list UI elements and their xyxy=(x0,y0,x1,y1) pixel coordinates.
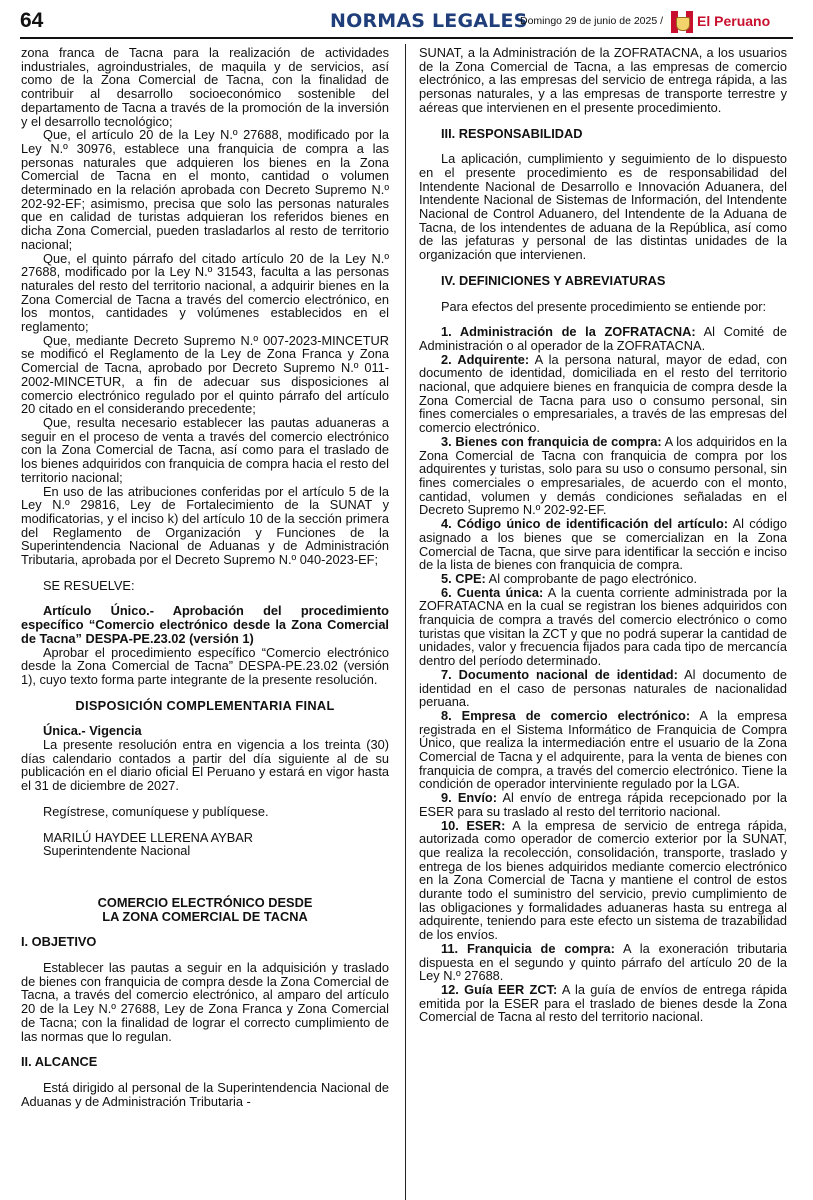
definition-item: 2. Adquirente: A la persona natural, mayor de edad, con documento de identidad, domiciliada en el resto del territorio nacional, que adquiere bienes en franquicia de compra desde la Zona Comercial de Tacna para uso o consumo personal, sin fines comerciales o empresariales, a través de las empresas del comercio electrónico. xyxy=(419,351,787,436)
brand-name: El Peruano xyxy=(697,13,771,29)
paragraph: Que, mediante Decreto Supremo N.º 007-2023-MINCETUR se modificó el Reglamento de la Ley de Zona Franca y Zona Comercial de Tacna, aprobado por Decreto Supremo N.º 011-2002-MINCETUR, a fin de adecuar sus disposiciones al comercio electrónico regulado por el quinto párrafo del artículo 20 citado en el considerando precedente; xyxy=(21,332,389,417)
paragraph: Que, el quinto párrafo del citado artículo 20 de la Ley N.º 27688, modificado por la Ley N.º 31543, faculta a las personas naturales del resto del territorio nacional, a adquirir bienes en la Zona Comercial de Tacna a través del comercio electrónico, en los montos, cantidades y volúmenes establecidos en el reglamento; xyxy=(21,250,389,335)
closing-formula: Regístrese, comuníquese y publíquese. xyxy=(43,803,269,819)
section-heading-responsabilidad: III. RESPONSABILIDAD xyxy=(441,125,583,141)
column-divider xyxy=(405,44,406,1200)
responsabilidad-body: La aplicación, cumplimiento y seguimiento de lo dispuesto en el presente procedimiento es de responsabilidad del Intendente Nacional de Desarrollo e Innovación Aduanera, del Intendente Nacional de Sistemas de Información, del Intendente Nacional de Control Aduanero, del Intendente de la Aduana de Tacna, de los intendentes de aduana de la República, así como de las jefaturas y personal de las distintas unidades de la organización que intervienen. xyxy=(419,151,787,263)
disposition-title: DISPOSICIÓN COMPLEMENTARIA FINAL xyxy=(75,697,335,713)
definition-item: 8. Empresa de comercio electrónico: A la empresa registrada en el Sistema Informático de Franquicia de Compra Único, que realiza la intermediación entre el usuario de la Zona Comercial de Tacna y el adquirente, para la venta de bienes con franquicia de compra, a través del comercio electrónico. Tiene la condición de operador interviniente regulado por la LGA. xyxy=(419,707,787,792)
document-title-line-2: LA ZONA COMERCIAL DE TACNA xyxy=(102,908,308,924)
brand-logo xyxy=(671,11,797,33)
page-number: 64 xyxy=(20,9,44,32)
definition-item: 9. Envío: Al envío de entrega rápida recepcionado por la ESER para su traslado al resto del territorio nacional. xyxy=(419,790,787,819)
definition-item: 5. CPE: Al comprobante de pago electrónico. xyxy=(441,570,698,586)
paragraph: Que, resulta necesario establecer las pautas aduaneras a seguir en el proceso de venta a través del comercio electrónico con la Zona Comercial de Tacna, así como para el traslado de los bienes adquiridos con franquicia de compra hacia el resto del territorio nacional; xyxy=(21,414,389,485)
article-body: Aprobar el procedimiento específico “Comercio electrónico desde la Zona Comercial de Tacna” DESPA-PE.23.02 (versión 1), cuyo texto forma parte integrante de la presente resolución. xyxy=(21,644,389,687)
left-column xyxy=(21,46,389,1108)
page-header xyxy=(0,0,813,44)
unica-title: Única.- Vigencia xyxy=(43,723,142,739)
definition-item: 1. Administración de la ZOFRATACNA: Al Comité de Administración o al operador de la ZOFRATACNA. xyxy=(419,324,788,353)
publication-title: NORMAS LEGALES xyxy=(330,10,528,32)
document-title-line-1: COMERCIO ELECTRÓNICO DESDE xyxy=(97,894,313,910)
definition-item: 10. ESER: A la empresa de servicio de entrega rápida, autorizada como operador de comercio exterior por la SUNAT, que realiza la recolección, consolidación, transporte, traslado y entrega de los bienes adquiridos mediante comercio electrónico en la Zona Comercial de Tacna y mantiene el control de estos durante todo el suministro del servicio, previo cumplimiento de las obligaciones y formalidades aduaneras hasta su entrega al adquirente, teniendo para este efecto un sistema de trazabilidad de los envíos. xyxy=(419,817,787,943)
paragraph: SUNAT, a la Administración de la ZOFRATACNA, a los usuarios de la Zona Comercial de Tacna, a las empresas de comercio electrónico, a las empresas del servicio de entrega rápida, a las personas naturales, y a las empresas de transporte terrestre y aéreas que intervienen en el presente procedimiento. xyxy=(419,45,787,115)
article-title: Artículo Único.- Aprobación del procedimiento específico “Comercio electrónico desde la Zona Comercial de Tacna” DESPA-PE.23.02 (versión 1) xyxy=(21,603,389,646)
definition-item: 7. Documento nacional de identidad: Al documento de identidad en el caso de personas naturales de nacionalidad peruana. xyxy=(419,666,787,710)
paragraph: zona franca de Tacna para la realización de actividades industriales, agroindustriales, de maquila y de servicios, así como de la Zona Comercial de Tacna, con la finalidad de contribuir al desarrollo socioeconómico sostenible del departamento de Tacna a través de la promoción de la inversión y el desarrollo tecnológico; xyxy=(21,45,389,129)
publication-date: Domingo 29 de junio de 2025 / xyxy=(520,15,664,27)
definition-item: 3. Bienes con franquicia de compra: A los adquiridos en la Zona Comercial de Tacna con franquicia de compra por los adquirentes y turistas, solo para su uso o consumo personal, sin fines comerciales o empresariales, de acuerdo con el monto, cantidad, volumen y demás condiciones señaladas en el Decreto Supremo N.º 202-92-EF. xyxy=(419,433,787,518)
section-heading-objetivo: I. OBJETIVO xyxy=(21,934,97,950)
header-rule xyxy=(20,37,793,39)
alcance-body: Está dirigido al personal de la Superintendencia Nacional de Aduanas y de Administración Tributaria - xyxy=(21,1080,389,1109)
signer-name: MARILÚ HAYDEE LLERENA AYBAR xyxy=(43,829,254,845)
definition-item: 12. Guía EER ZCT: A la guía de envíos de entrega rápida emitida por la ESER para el traslado de bienes desde la Zona Comercial de Tacna al resto del territorio nacional. xyxy=(419,982,787,1025)
paragraph: Que, el artículo 20 de la Ley N.º 27688, modificado por la Ley N.º 30976, establece una franquicia de compra a las personas naturales que adquieren los bienes en la Zona Comercial de Tacna en el monto, cantidad o volumen determinado en la relación aprobada con Decreto Supremo N.º 202-92-EF; asimismo, precisa que solo las personas naturales que en calidad de turistas adquieran los referidos bienes en dicha Zona Comercial, pueden trasladarlos al resto de territorio nacional; xyxy=(21,127,389,252)
right-column xyxy=(419,46,787,1024)
paragraph: En uso de las atribuciones conferidas por el artículo 5 de la Ley N.º 29816, Ley de Fortalecimiento de la SUNAT y modificatorias, y el inciso k) del artículo 10 de la sección primera del Reglamento de Organización y Funciones de la Superintendencia Nacional de Aduanas y de Administración Tributaria, aprobada por el Decreto Supremo N.º 040-2023-EF; xyxy=(21,483,389,568)
definition-item: 11. Franquicia de compra: A la exoneración tributaria dispuesta en el segundo y quinto párrafo del artículo 20 de la Ley N.º 27688. xyxy=(419,940,787,984)
section-heading-definiciones: IV. DEFINICIONES Y ABREVIATURAS xyxy=(441,272,666,288)
definition-item: 4. Código único de identificación del artículo: Al código asignado a los bienes que se comercializan en la Zona Comercial de Tacna, que sirve para identificar la sección e inciso de la lista de bienes con franquicia de compra. xyxy=(419,516,788,573)
peru-crest-icon xyxy=(671,11,693,33)
definitions-list xyxy=(419,325,787,1024)
definition-item: 6. Cuenta única: A la cuenta corriente administrada por la ZOFRATACNA en la cual se registran los bienes adquiridos con franquicia de compra a través del comercio electrónico o como turistas que visitan la ZCT y que no podrá superar la cantidad de unidades, valor y frecuencia fijados para cada tipo de mercancía dentro del período determinado. xyxy=(419,584,787,669)
unica-body: La presente resolución entra en vigencia a los treinta (30) días calendario contados a partir del día siguiente al de su publicación en el diario oficial El Peruano y estará en vigor hasta el 31 de diciembre de 2027. xyxy=(21,737,389,794)
objetivo-body: Establecer las pautas a seguir en la adquisición y traslado de bienes con franquicia de compra desde la Zona Comercial de Tacna, a través del comercio electrónico, al amparo del artículo 20 de la Ley N.º 27688, Ley de Zona Franca y Zona Comercial de Tacna; con la finalidad de lograr el correcto cumplimiento de las normas que lo regulan. xyxy=(21,960,389,1044)
definiciones-intro: Para efectos del presente procedimiento se entiende por: xyxy=(441,298,767,314)
resolve-label: SE RESUELVE: xyxy=(43,577,135,593)
signer-role: Superintendente Nacional xyxy=(43,843,191,859)
section-heading-alcance: II. ALCANCE xyxy=(21,1054,98,1070)
